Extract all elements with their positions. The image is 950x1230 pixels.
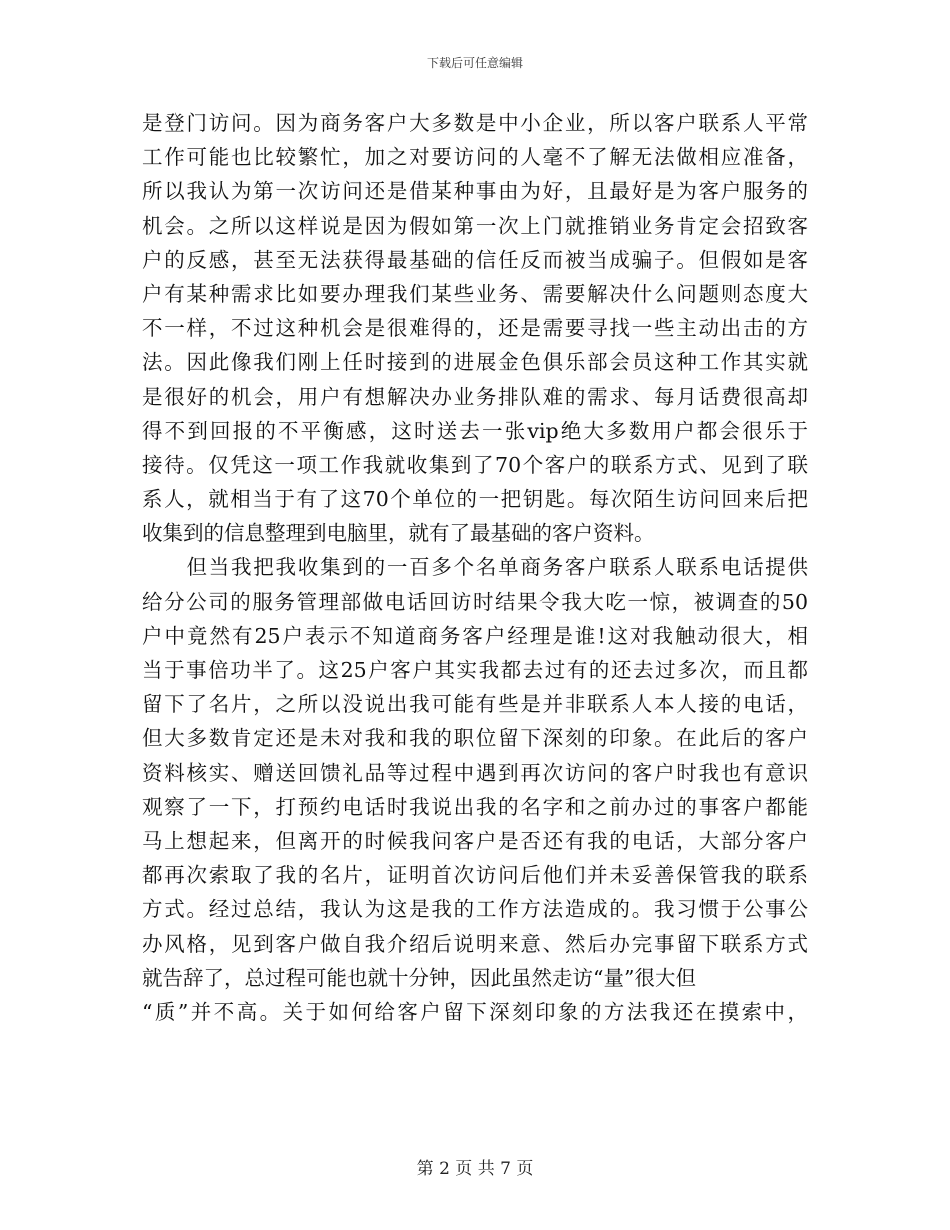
body-line-1: 是登门访问。因为商务客户大多数是中小企业，所以客户联系人平常 <box>142 111 808 135</box>
body-line-12: 系人，就相当于有了这70个单位的一把钥匙。每次陌生访问回来后把 <box>142 487 808 512</box>
page-number-footer: 第 2 页 共 7 页 <box>416 1159 534 1179</box>
body-line-6: 户有某种需求比如要办理我们某些业务、需要解决什么问题则态度大 <box>142 281 808 306</box>
body-line-11: 接待。仅凭这一项工作我就收集到了70个客户的联系方式、见到了联 <box>142 452 808 477</box>
body-line-25: 办风格，见到客户做自我介绍后说明来意、然后办完事留下联系方式 <box>142 931 808 956</box>
body-line-18: 留下了名片，之所以没说出我可能有些是并非联系人本人接的电话， <box>142 692 808 717</box>
body-line-16: 户中竟然有25户表示不知道商务客户经理是谁!这对我触动很大，相 <box>142 623 808 648</box>
body-line-8: 法。因此像我们刚上任时接到的进展金色俱乐部会员这种工作其实就 <box>142 350 808 375</box>
body-line-3: 所以我认为第一次访问还是借某种事由为好，且最好是为客户服务的 <box>142 179 808 204</box>
body-line-17: 当于事倍功半了。这25户客户其实我都去过有的还去过多次，而且都 <box>142 658 808 682</box>
body-line-23: 都再次索取了我的名片，证明首次访问后他们并未妥善保管我的联系 <box>142 863 808 888</box>
page-header-note: 下载后可任意编辑 <box>426 56 523 70</box>
body-line-14: 但当我把我收集到的一百多个名单商务客户联系人联系电话提供 <box>142 555 808 580</box>
body-line-21: 观察了一下，打预约电话时我说出我的名字和之前办过的事客户都能 <box>142 794 808 819</box>
body-line-27: “质”并不高。关于如何给客户留下深刻印象的方法我还在摸索中， <box>142 999 808 1024</box>
body-line-2: 工作可能也比较繁忙，加之对要访问的人毫不了解无法做相应准备， <box>142 145 808 170</box>
body-line-19: 但大多数肯定还是未对我和我的职位留下深刻的印象。在此后的客户 <box>142 726 808 751</box>
body-line-22: 马上想起来，但离开的时候我问客户是否还有我的电话，大部分客户 <box>142 828 808 853</box>
document-body <box>142 106 808 1029</box>
body-line-7: 不一样，不过这种机会是很难得的，还是需要寻找一些主动出击的方 <box>142 316 808 341</box>
body-line-24: 方式。经过总结，我认为这是我的工作方法造成的。我习惯于公事公 <box>142 897 808 922</box>
body-line-20: 资料核实、赠送回馈礼品等过程中遇到再次访问的客户时我也有意识 <box>142 760 808 785</box>
body-line-10: 得不到回报的不平衡感，这时送去一张vip绝大多数用户都会很乐于 <box>142 418 808 443</box>
body-line-4: 机会。之所以这样说是因为假如第一次上门就推销业务肯定会招致客 <box>142 213 808 238</box>
body-line-26: 就告辞了，总过程可能也就十分钟，因此虽然走访“量”很大但 <box>142 965 696 990</box>
body-line-9: 是很好的机会，用户有想解决办业务排队难的需求、每月话费很高却 <box>142 384 808 409</box>
body-line-15: 给分公司的服务管理部做电话回访时结果令我大吃一惊，被调查的50 <box>142 589 808 614</box>
body-line-5: 户的反感，甚至无法获得最基础的信任反而被当成骗子。但假如是客 <box>142 247 808 272</box>
body-line-13: 收集到的信息整理到电脑里，就有了最基础的客户资料。 <box>142 521 655 546</box>
